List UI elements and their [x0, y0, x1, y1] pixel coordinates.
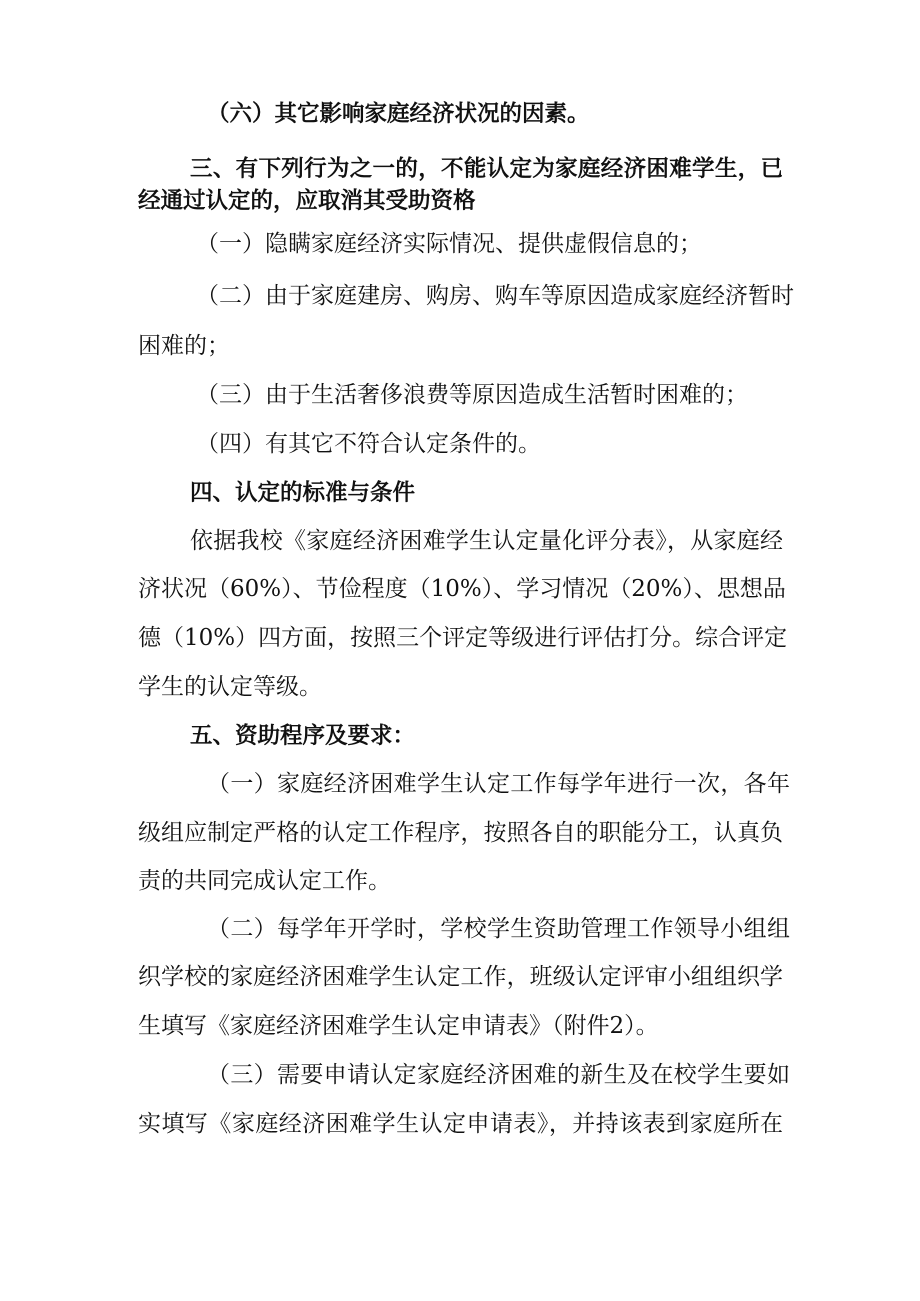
line-text: （一）家庭经济困难学生认定工作每学年进行一次，各年 — [207, 771, 790, 797]
procedure-two-line-2 — [0, 962, 920, 992]
line-text: 依据我校《家庭经济困难学生认定量化评分表》，从家庭经 — [190, 528, 783, 554]
line-text: 五、资助程序及要求： — [190, 723, 416, 749]
procedure-two — [0, 914, 920, 944]
procedure-three-line-2 — [0, 1109, 920, 1139]
section-four-heading — [0, 478, 920, 508]
section-three-heading-continued — [0, 186, 920, 216]
procedure-two-line-3 — [0, 1011, 920, 1041]
line-text: 实填写《家庭经济困难学生认定申请表》，并持该表到家庭所在 — [138, 1111, 783, 1137]
line-text: 生填写《家庭经济困难学生认定申请表》（附件2）。 — [138, 1013, 659, 1039]
line-text: 织学校的家庭经济困难学生认定工作，班级认定评审小组组织学 — [138, 964, 783, 990]
procedure-one-line-2 — [0, 818, 920, 848]
section-three-heading — [0, 154, 920, 184]
line-text: 德（10%）四方面，按照三个评定等级进行评估打分。综合评定 — [138, 625, 788, 651]
procedure-three — [0, 1060, 920, 1090]
line-text: （一）隐瞒家庭经济实际情况、提供虚假信息的； — [196, 231, 702, 257]
line-text: 经通过认定的，应取消其受助资格 — [138, 188, 476, 214]
paragraph-standards — [0, 526, 920, 556]
section-five-heading — [0, 721, 920, 751]
line-text: 级组应制定严格的认定工作程序，按照各自的职能分工，认真负 — [138, 820, 783, 846]
line-text: 学生的认定等级。 — [138, 674, 322, 700]
line-text: 三、有下列行为之一的，不能认定为家庭经济困难学生，已 — [190, 156, 783, 182]
procedure-one — [0, 769, 920, 799]
line-text: （四）有其它不符合认定条件的。 — [196, 431, 541, 457]
item-six-other-factors — [0, 99, 920, 129]
paragraph-standards-line-3 — [0, 623, 920, 653]
list-item-two-continued — [0, 331, 920, 361]
line-text: （六）其它影响家庭经济状况的因素。 — [207, 101, 590, 127]
line-text: （二）每学年开学时，学校学生资助管理工作领导小组组 — [207, 916, 790, 942]
paragraph-standards-line-4 — [0, 672, 920, 702]
line-text: （三）需要申请认定家庭经济困难的新生及在校学生要如 — [207, 1062, 790, 1088]
list-item-three — [0, 380, 920, 410]
list-item-four — [0, 429, 920, 459]
procedure-one-line-3 — [0, 866, 920, 896]
line-text: 济状况（60%）、节俭程度（10%）、学习情况（20%）、思想品 — [138, 576, 786, 602]
line-text: 责的共同完成认定工作。 — [138, 868, 391, 894]
line-text: （二）由于家庭建房、购房、购车等原因造成家庭经济暂时 — [196, 283, 794, 309]
line-text: （三）由于生活奢侈浪费等原因造成生活暂时困难的； — [196, 382, 748, 408]
list-item-two — [0, 281, 920, 311]
line-text: 困难的； — [138, 333, 230, 359]
paragraph-standards-line-2 — [0, 574, 920, 604]
list-item-one — [0, 229, 920, 259]
line-text: 四、认定的标准与条件 — [190, 480, 416, 506]
